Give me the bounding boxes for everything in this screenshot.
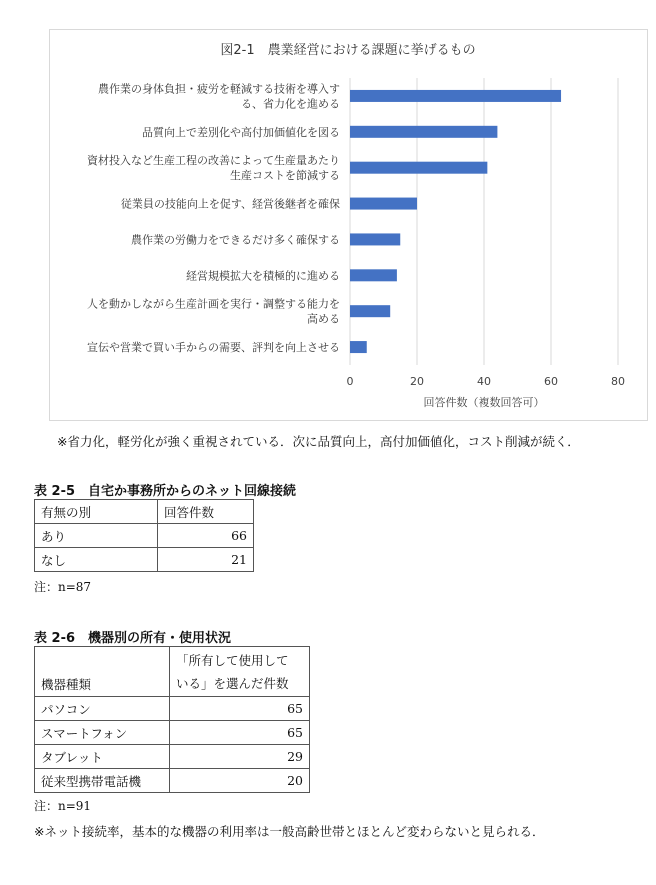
table-2-6-title: 表 2-6 機器別の所有・使用状況 — [34, 631, 232, 646]
bar — [350, 126, 497, 138]
chart-figure — [49, 29, 648, 421]
row-value: 20 — [170, 769, 310, 793]
table-2-6-note: 注：n=91 — [34, 799, 92, 813]
table-row — [35, 721, 310, 745]
row-value: 29 — [170, 745, 310, 769]
chart-title: 図2-1 農業経営における課題に挙げるもの — [220, 43, 476, 58]
table-2-5-note: 注：n=87 — [34, 580, 92, 594]
header-cell: 機器種類 — [35, 647, 170, 697]
category-label: る、省力化を進める — [241, 97, 340, 111]
header-cell: 有無の別 — [35, 500, 158, 524]
row-label: スマートフォン — [35, 721, 170, 745]
category-label: 高める — [307, 312, 340, 326]
row-value: 21 — [158, 548, 254, 572]
category-label: 宣伝や営業で買い手からの需要、評判を向上させる — [87, 341, 340, 355]
category-label: 資材投入など生産工程の改善によって生産量あたり — [87, 154, 340, 168]
category-label: 生産コストを節減する — [230, 169, 340, 183]
bar — [350, 90, 561, 102]
category-label: 農作業の身体負担・疲労を軽減する技術を導入す — [98, 82, 340, 96]
header-line: 「所有して使用して — [176, 652, 289, 668]
bar — [350, 305, 390, 317]
table-header-row — [35, 647, 310, 697]
bar — [350, 198, 417, 210]
chart-note: ※省力化，軽労化が強く重視されている．次に品質向上，高付加価値化，コスト削減が続く． — [57, 434, 580, 449]
x-axis-label: 回答件数（複数回答可） — [423, 396, 545, 409]
header-cell: 回答件数 — [158, 500, 254, 524]
table-2-5-title: 表 2-5 自宅か事務所からのネット回線接続 — [34, 484, 297, 499]
bar — [350, 162, 487, 174]
x-tick-label: 40 — [477, 375, 491, 388]
table-row — [35, 769, 310, 793]
bar-chart — [50, 30, 647, 420]
table-row — [35, 548, 254, 572]
bar — [350, 269, 397, 281]
row-label: なし — [35, 548, 158, 572]
bar — [350, 233, 400, 245]
table-header-row — [35, 500, 254, 524]
x-tick-label: 80 — [611, 375, 625, 388]
net-connection-table — [34, 499, 254, 572]
header-line: いる」を選んだ件数 — [176, 675, 289, 691]
x-tick-label: 20 — [410, 375, 424, 388]
device-usage-table — [34, 646, 310, 793]
row-label: タブレット — [35, 745, 170, 769]
table-row — [35, 745, 310, 769]
category-label: 経営規模拡大を積極的に進める — [186, 269, 340, 283]
bar — [350, 341, 367, 353]
row-label: パソコン — [35, 697, 170, 721]
row-value: 66 — [158, 524, 254, 548]
row-value: 65 — [170, 697, 310, 721]
category-label: 農作業の労働力をできるだけ多く確保する — [131, 233, 340, 247]
category-label: 従業員の技能向上を促す、経営後継者を確保 — [120, 197, 340, 211]
category-label: 品質向上で差別化や高付加価値化を図る — [142, 125, 340, 139]
final-note: ※ネット接続率，基本的な機器の利用率は一般高齢世帯とほとんど変わらないと見られる． — [34, 824, 545, 839]
row-value: 65 — [170, 721, 310, 745]
category-label: 人を動かしながら生産計画を実行・調整する能力を — [87, 297, 340, 311]
header-cell — [170, 647, 310, 697]
row-label: あり — [35, 524, 158, 548]
table-row — [35, 697, 310, 721]
row-label: 従来型携帯電話機 — [35, 769, 170, 793]
table-row — [35, 524, 254, 548]
x-tick-label: 60 — [544, 375, 558, 388]
x-tick-label: 0 — [346, 375, 354, 388]
